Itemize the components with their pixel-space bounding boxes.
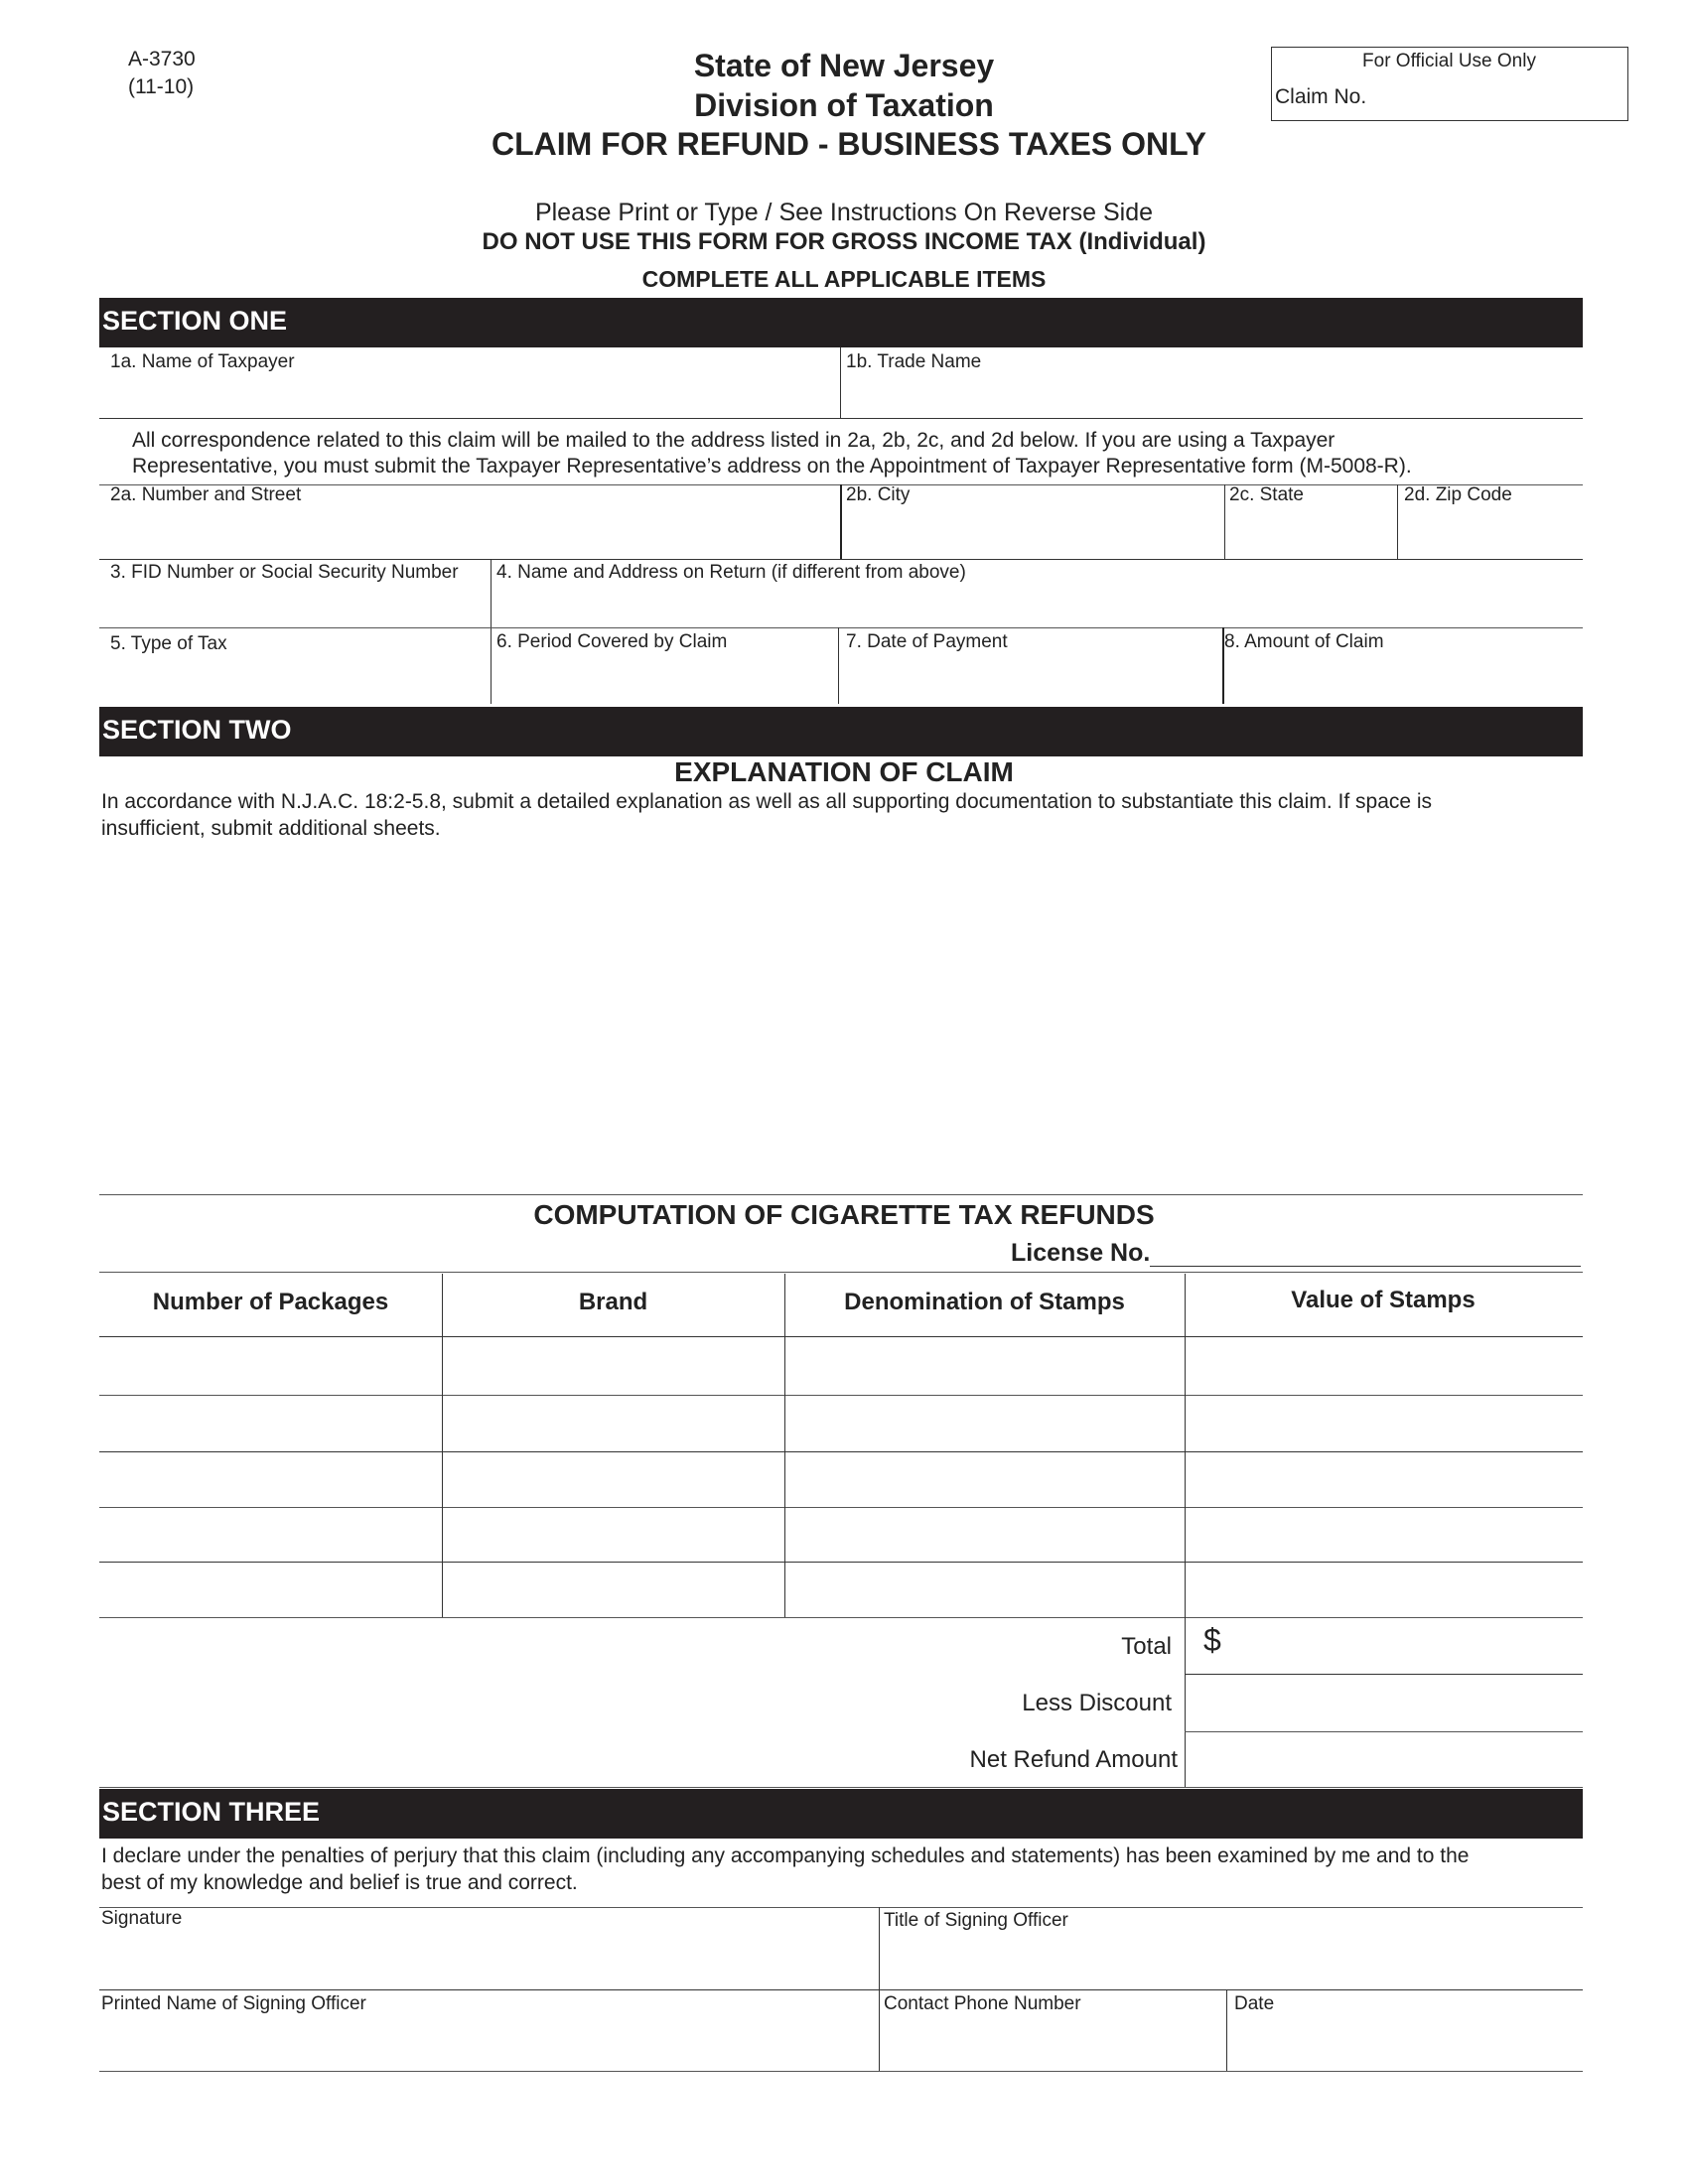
divider [99,1194,1583,1195]
license-number-line[interactable] [1150,1266,1581,1267]
divider [99,627,1583,628]
explanation-heading: EXPLANATION OF CLAIM [674,756,1014,787]
city-label: 2b. City [846,484,911,505]
trade-name-label: 1b. Trade Name [846,351,982,372]
divider [840,347,841,419]
printed-name-label: Printed Name of Signing Officer [101,1993,366,2014]
divider [1185,1274,1186,1787]
less-discount-label: Less Discount [1022,1690,1172,1716]
divider [784,1274,785,1617]
correspondence-line-1: All correspondence related to this claim will be mailed to the address listed in 2a, 2b, 2c, and 2d below. If you are using a Taxpayer [132,429,1336,452]
divider [838,627,839,704]
column-header-denomination: Denomination of Stamps [844,1289,1125,1315]
date-label: Date [1234,1993,1275,2014]
divider [1185,1674,1583,1675]
section-one-bar: SECTION ONE [99,298,1583,347]
divider [1224,484,1225,560]
total-label: Total [1121,1633,1172,1660]
column-header-value: Value of Stamps [1291,1287,1476,1313]
divider [442,1274,443,1617]
divider [99,418,1583,419]
section-three-bar: SECTION THREE [99,1789,1583,1839]
name-of-taxpayer-label: 1a. Name of Taxpayer [110,351,295,372]
contact-phone-label: Contact Phone Number [884,1993,1081,2014]
divider [99,1617,1583,1618]
form-revision: (11-10) [128,75,195,98]
divider [99,2071,1583,2072]
divider [99,559,1583,560]
claim-no-label: Claim No. [1275,85,1367,108]
explanation-area[interactable] [99,846,1583,1193]
net-refund-label: Net Refund Amount [969,1746,1178,1773]
amount-of-claim-label: 8. Amount of Claim [1224,631,1384,652]
official-use-label: For Official Use Only [1362,51,1536,71]
type-of-tax-label: 5. Type of Tax [110,633,227,654]
explanation-text-line-1: In accordance with N.J.A.C. 18:2-5.8, submit a detailed explanation as well as all supporting documentation to substantiate this claim. If space is [101,790,1433,813]
divider [99,1907,1583,1908]
divider [99,1787,1583,1788]
number-and-street-label: 2a. Number and Street [110,484,302,505]
divider [99,1451,1583,1452]
explanation-text-line-2: insufficient, submit additional sheets. [101,817,441,840]
signature-label: Signature [101,1908,183,1929]
divider [1397,484,1398,560]
total-currency-symbol: $ [1203,1622,1221,1658]
division-title: Division of Taxation [694,87,994,123]
divider [491,559,492,704]
state-label: 2c. State [1229,484,1304,505]
declaration-line-2: best of my knowledge and belief is true and correct. [101,1871,578,1894]
period-covered-label: 6. Period Covered by Claim [496,631,728,652]
divider [99,1336,1583,1337]
date-of-payment-label: 7. Date of Payment [846,631,1008,652]
zip-code-label: 2d. Zip Code [1404,484,1512,505]
print-instructions: Please Print or Type / See Instructions On Reverse Side [534,199,1154,226]
divider [1185,1731,1583,1732]
form-title: CLAIM FOR REFUND - BUSINESS TAXES ONLY [491,126,1207,162]
divider [99,1562,1583,1563]
name-address-on-return-label: 4. Name and Address on Return (if different from above) [496,562,966,583]
declaration-line-1: I declare under the penalties of perjury that this claim (including any accompanying schedules and statements) has been examined by me and to the [101,1844,1470,1867]
warning-text: DO NOT USE THIS FORM FOR GROSS INCOME TAX (Individual) [482,228,1206,255]
divider [99,1507,1583,1508]
computation-title: COMPUTATION OF CIGARETTE TAX REFUNDS [533,1199,1155,1230]
license-label: License No. [1011,1239,1151,1267]
column-header-brand: Brand [578,1289,648,1315]
divider [1222,627,1224,704]
correspondence-line-2: Representative, you must submit the Taxpayer Representative’s address on the Appointment of Taxpayer Representative form (M-5008-R). [132,455,1412,478]
official-use-box [1271,47,1628,121]
section-two-bar: SECTION TWO [99,707,1583,756]
fid-number-label: 3. FID Number or Social Security Number [110,562,459,583]
divider [99,1272,1583,1273]
title-of-officer-label: Title of Signing Officer [884,1910,1068,1931]
form-number: A-3730 [128,48,196,70]
divider [99,1989,1583,1990]
divider [1226,1989,1227,2072]
column-header-packages: Number of Packages [152,1289,389,1315]
divider [840,484,842,560]
complete-items-text: COMPLETE ALL APPLICABLE ITEMS [641,266,1047,292]
state-title: State of New Jersey [693,48,995,83]
divider [99,1395,1583,1396]
